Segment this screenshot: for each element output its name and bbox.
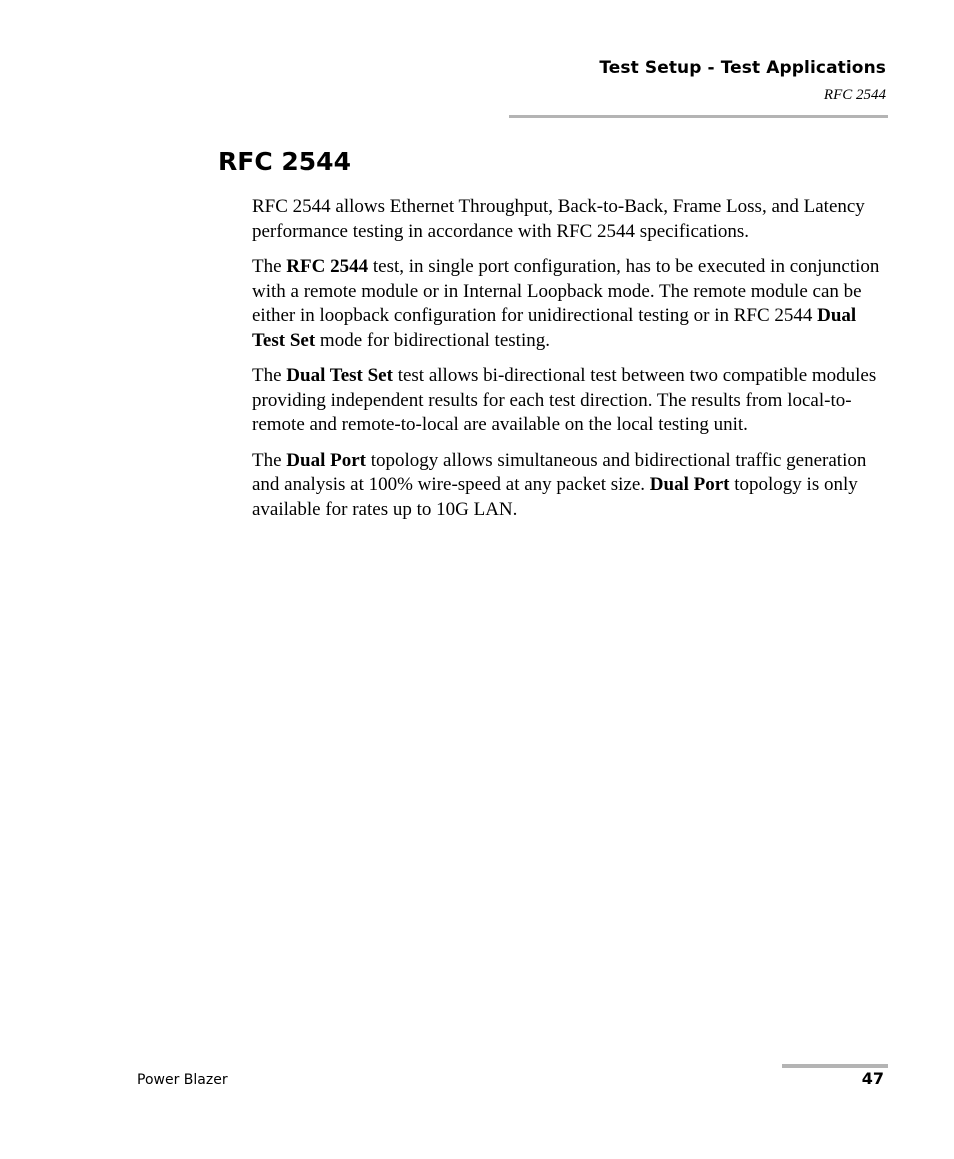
section-body <box>252 195 888 533</box>
paragraph-4-bold-term: Dual Port <box>286 449 366 471</box>
paragraph-4-bold-term: Dual Port <box>649 474 730 495</box>
footer-product-name: Power Blazer <box>137 1072 228 1088</box>
paragraph-2-text: test, in single port configuration, has to be executed in conjunction with a remote module or in Internal Loopback mode. The remote module can be either in loopback configuration for unidirectional testing or in RFC 2544 <box>252 256 880 326</box>
paragraph-2 <box>252 255 888 353</box>
section-title: RFC 2544 <box>218 147 351 176</box>
paragraph-1: RFC 2544 allows Ethernet Throughput, Back-to-Back, Frame Loss, and Latency performance testing in accordance with RFC 2544 specifications. <box>252 196 865 242</box>
footer-divider <box>782 1064 888 1068</box>
paragraph-3 <box>252 364 888 438</box>
paragraph-4-text: topology is only available for rates up to 10G LAN. <box>252 474 858 520</box>
paragraph-2-bold-term: RFC 2544 <box>286 256 369 277</box>
paragraph-3-text: The <box>252 365 287 386</box>
paragraph-4-text: topology allows simultaneous and bidirectional traffic generation and analysis at 100% wire-speed at any packet size. <box>252 449 867 495</box>
paragraph-2-bold-term: Dual Test Set <box>252 305 857 351</box>
paragraph-2-text: mode for bidirectional testing. <box>315 329 550 351</box>
page-number: 47 <box>861 1069 884 1088</box>
paragraph-4 <box>252 449 888 523</box>
running-header-title: Test Setup - Test Applications <box>599 58 886 78</box>
paragraph-2-text: The <box>252 256 287 277</box>
paragraph-3-text: test allows bi-directional test between two compatible modules providing independent results for each test direction. The results from local-to-remote and remote-to-local are available on the local testing unit. <box>252 365 877 435</box>
paragraph-4-text: The <box>252 449 287 471</box>
header-divider <box>509 115 888 118</box>
running-header <box>599 56 886 105</box>
running-header-subtitle: RFC 2544 <box>823 87 886 103</box>
paragraph-3-bold-term: Dual Test Set <box>286 365 393 386</box>
